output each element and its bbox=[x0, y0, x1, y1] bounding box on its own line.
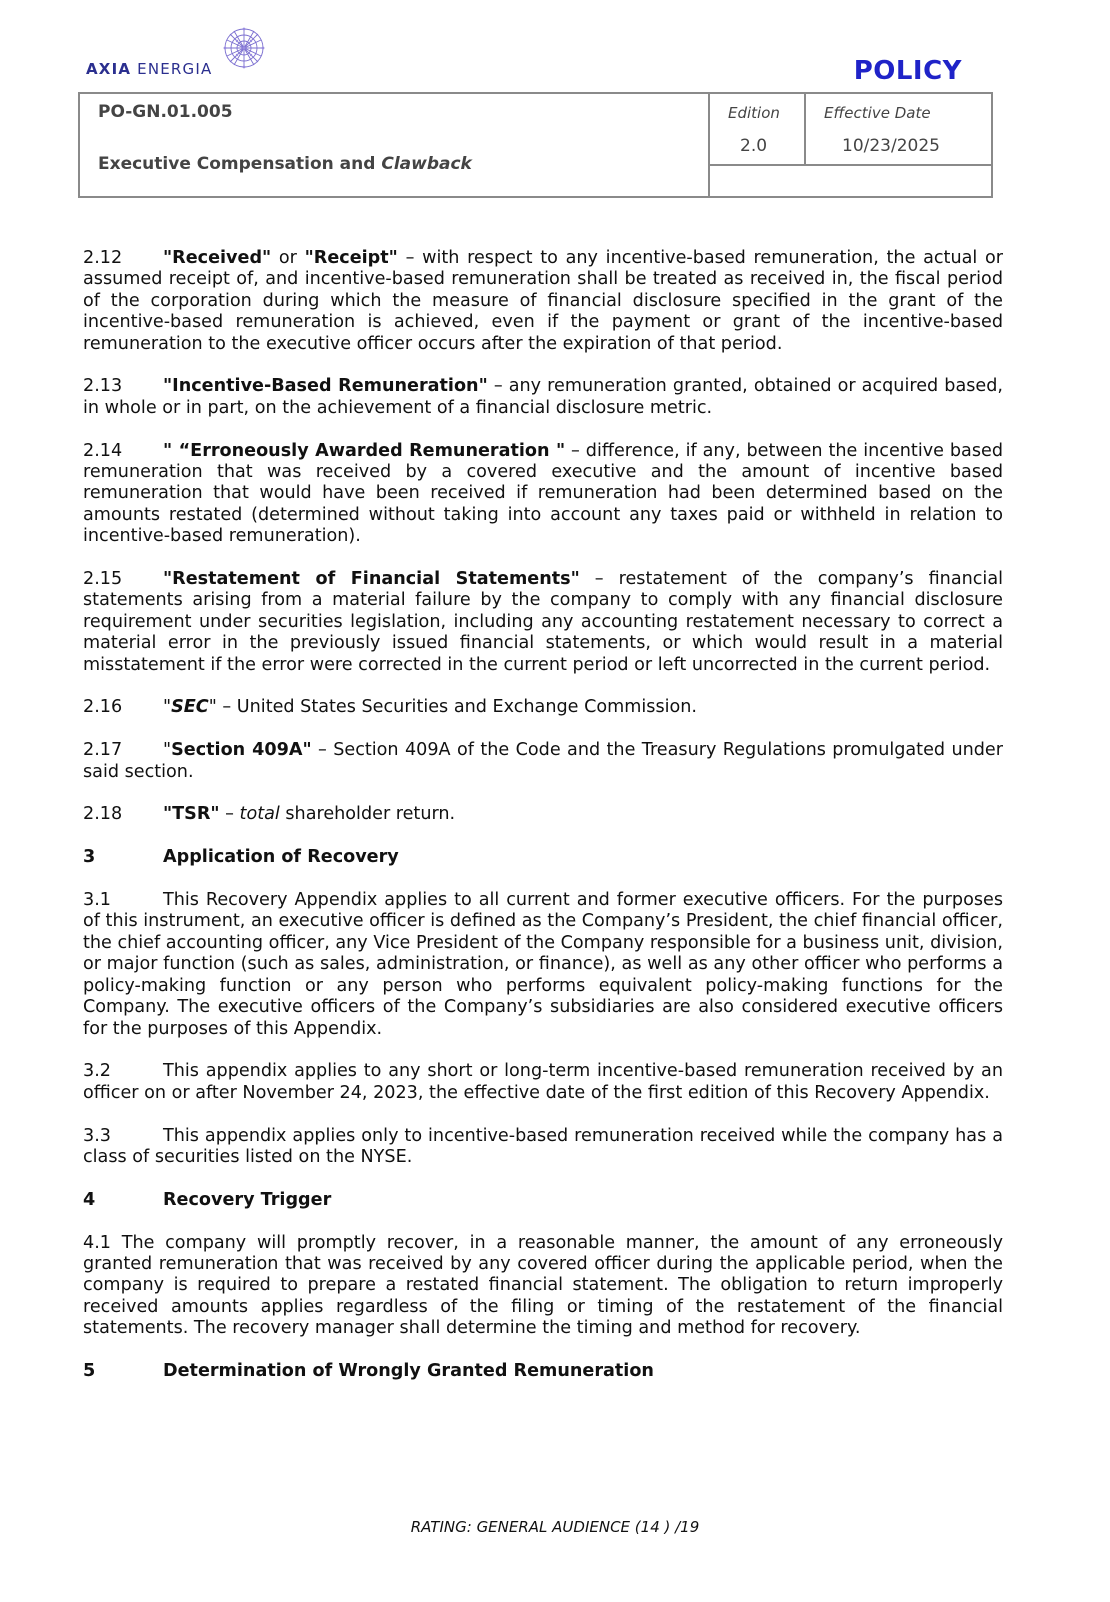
globe-logo-icon bbox=[222, 26, 266, 70]
document-title bbox=[98, 154, 472, 174]
clause-2-15 bbox=[83, 569, 1003, 676]
clause-2-12 bbox=[83, 248, 1003, 355]
clause-2-14 bbox=[83, 441, 1003, 548]
section-title: Recovery Trigger bbox=[163, 1189, 332, 1210]
section-title: Application of Recovery bbox=[163, 847, 399, 868]
quote: " bbox=[163, 697, 172, 718]
document-body bbox=[83, 248, 1003, 1404]
section-number: 4 bbox=[83, 1189, 96, 1210]
clause-text: This appendix applies only to incentive-based remuneration received while the company has a class of securities listed on the NYSE. bbox=[83, 1125, 1003, 1167]
term: "Receipt" bbox=[304, 248, 398, 268]
term: Section 409A" bbox=[171, 740, 312, 761]
term: "Restatement of Financial Statements" bbox=[163, 569, 580, 590]
clause-2-16 bbox=[83, 697, 1003, 718]
term: SEC bbox=[171, 697, 209, 718]
clause-3-1 bbox=[83, 890, 1003, 1040]
clause-number: 2.14 bbox=[83, 440, 123, 461]
quote: " bbox=[163, 740, 172, 761]
effective-date-value: 10/23/2025 bbox=[842, 136, 940, 156]
page-footer: RATING: GENERAL AUDIENCE (14 ) /19 bbox=[410, 1518, 700, 1536]
clause-2-17 bbox=[83, 740, 1003, 783]
clause-2-18 bbox=[83, 804, 1003, 825]
term: " “Erroneously Awarded Remuneration " bbox=[163, 440, 566, 461]
clause-4-1: 4.1 The company will promptly recover, in a reasonable manner, the amount of any erroneously granted remuneration that was received by any covered officer during the applicable period, when the company is required to prepare a restated financial statement. The obligation to return improperly received amounts applies regardless of the filing or timing of the restatement of the financial statements. The recovery manager shall determine the timing and method for recovery. bbox=[83, 1232, 1003, 1339]
section-heading-5 bbox=[83, 1361, 1003, 1382]
clause-number: 2.16 bbox=[83, 697, 123, 718]
title-italic: Clawback bbox=[381, 154, 472, 174]
clause-number: 3.1 bbox=[83, 890, 111, 911]
clause-2-13 bbox=[83, 376, 1003, 419]
clause-number: 2.13 bbox=[83, 376, 123, 397]
term: "Received" bbox=[163, 248, 272, 268]
clause-text: – restatement of the company’s financial statements arising from a material failure by the company to comply with any financial disclosure requirement under securities legislation, including any accounting restatement necessary to correct a material error in the previously issued financial statements, or which would result in a material misstatement if the error were corrected in the current period or left uncorrected in the current period. bbox=[83, 569, 1003, 675]
document-type: POLICY bbox=[853, 56, 962, 86]
logo-wordmark bbox=[86, 60, 212, 78]
title-main: Executive Compensation and bbox=[98, 154, 376, 174]
table-divider bbox=[710, 164, 993, 166]
clause-text: total bbox=[239, 804, 280, 825]
term: "TSR" bbox=[163, 804, 220, 825]
section-heading-3 bbox=[83, 847, 1003, 868]
document-code: PO-GN.01.005 bbox=[98, 102, 233, 122]
clause-number: 2.12 bbox=[83, 248, 123, 268]
clause-number: 2.18 bbox=[83, 804, 123, 825]
clause-number: 3.3 bbox=[83, 1125, 111, 1146]
logo-name: ENERGIA bbox=[137, 60, 213, 78]
company-logo bbox=[86, 26, 286, 86]
quote: " bbox=[208, 697, 217, 718]
clause-text: – any remuneration granted, obtained or acquired based, in whole or in part, on the achievement of a financial disclosure metric. bbox=[83, 376, 1003, 418]
clause-text: – with respect to any incentive-based remuneration, the actual or assumed receipt of, and incentive-based remuneration shall be treated as received in, the fiscal period of the corporation during which the measure of financial disclosure specified in the grant of the incentive-based remuneration is achieved, even if the payment or grant of the incentive-based remuneration to the executive officer occurs after the expiration of that period. bbox=[83, 248, 1003, 354]
section-title: Determination of Wrongly Granted Remuneration bbox=[163, 1360, 654, 1381]
clause-number: 2.15 bbox=[83, 569, 123, 590]
section-number: 3 bbox=[83, 847, 96, 868]
clause-text: or bbox=[271, 248, 305, 268]
edition-value: 2.0 bbox=[740, 136, 768, 156]
clause-3-2 bbox=[83, 1061, 1003, 1104]
clause-text: This Recovery Appendix applies to all current and former executive officers. For the purposes of this instrument, an executive officer is defined as the Company’s President, the chief financial officer, the chief accounting officer, any Vice President of the Company responsible for a business unit, division, or major function (such as sales, administration, or finance), as well as any other officer who performs a policy-making function or any person who performs equivalent policy-making functions for the Company. The executive officers of the Company’s subsidiaries are also considered executive officers for the purposes of this Appendix. bbox=[83, 890, 1003, 1039]
clause-text: – United States Securities and Exchange Commission. bbox=[216, 697, 698, 718]
clause-text: shareholder return. bbox=[279, 804, 456, 825]
header-left-cell bbox=[80, 94, 710, 196]
clause-number: 2.17 bbox=[83, 740, 123, 761]
edition-label: Edition bbox=[728, 104, 780, 122]
section-heading-4 bbox=[83, 1190, 1003, 1211]
clause-text: – Section 409A of the Code and the Treasury Regulations promulgated under said section. bbox=[83, 740, 1003, 782]
clause-text: – bbox=[219, 804, 240, 825]
term: "Incentive-Based Remuneration" bbox=[163, 376, 488, 397]
logo-brand: AXIA bbox=[86, 60, 132, 78]
section-number: 5 bbox=[83, 1360, 96, 1381]
clause-text: This appendix applies to any short or long-term incentive-based remuneration received by an officer on or after November 24, 2023, the effective date of the first edition of this Recovery Appendix. bbox=[83, 1061, 1003, 1103]
clause-3-3 bbox=[83, 1126, 1003, 1169]
effective-date-label: Effective Date bbox=[824, 104, 931, 122]
header-table bbox=[78, 92, 993, 198]
table-divider bbox=[804, 94, 806, 166]
clause-text: – difference, if any, between the incentive based remuneration that was received by a covered executive and the amount of incentive based remuneration that would have been received if remuneration had been determined based on the amounts restated (determined without taking into account any taxes paid or withheld in relation to incentive-based remuneration). bbox=[83, 440, 1003, 547]
clause-number: 3.2 bbox=[83, 1061, 111, 1082]
